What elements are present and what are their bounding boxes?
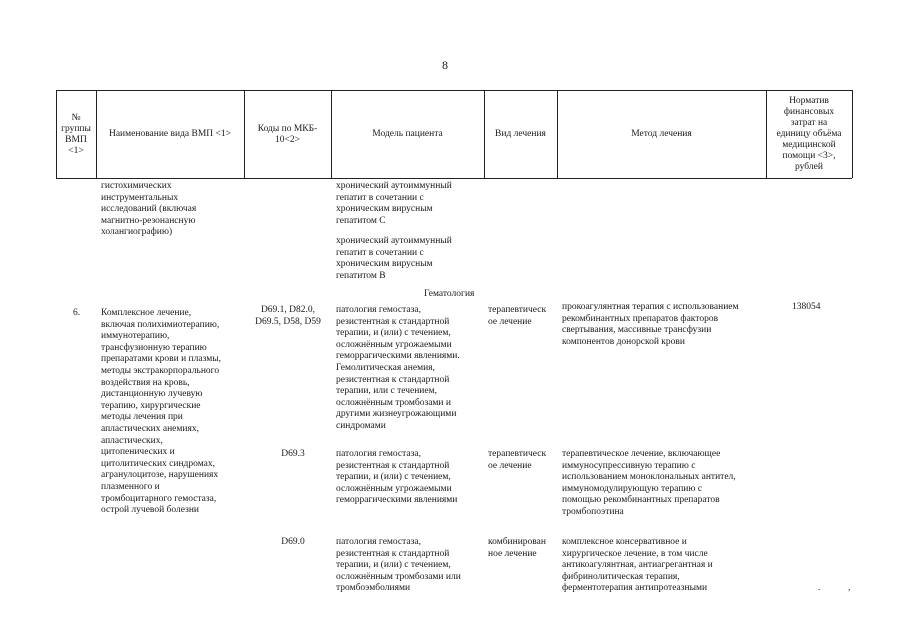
continuation-patient-model-1: хронический аутоиммунный гепатит в сочетании с хроническим вирусным гепатитом С [336, 181, 452, 226]
scan-speck-1: . [818, 582, 821, 592]
page-number: 8 [442, 58, 448, 72]
row-1-treatment-method: прокоагулянтная терапия с использованием рекомбинантных препаратов факторов свертывания, массивные трансфузии компонентов донорской крови [562, 302, 739, 347]
continuation-patient-model-2: хронический аутоиммунный гепатит в сочетании с хроническим вирусным гепатитом В [336, 236, 452, 281]
group-cost: 138054 [792, 302, 821, 312]
group-vmp-name: Комплексное лечение, включая полихимиотерапию, иммунотерапию, трансфузионную терапию препаратами крови и плазмы, методы экстракорпорального воздействия на кровь, дистанционную лучевую терапию, хирургические методы лечения при апластических анемиях, апластических, цитопенических и цитолитических синдромах, агранулоцитозе, нарушениях плазменного и тромбоцитарного гемостаза, острой лучевой болезни [101, 308, 221, 516]
row-3-treatment-type: комбинирован ное лечение [488, 537, 546, 559]
header-patient-model: Модель пациента [372, 129, 443, 139]
row-2-icd-codes: D69.3 [281, 449, 305, 459]
section-title: Гематология [424, 289, 475, 299]
scan-speck-2: , [848, 582, 851, 592]
header-bottom-border [56, 178, 852, 179]
row-3-icd-codes: D69.0 [281, 537, 305, 547]
row-2-treatment-type: терапевтическ ое лечение [488, 449, 547, 471]
row-1-patient-model: патология гемостаза, резистентная к стандартной терапии, и (или) с течением, осложнённым угрожаемыми геморрагическими явлениями. Гемолитическая анемия, резистентная к стандартной терапии, или с течением, осложнённым тромбозами и другими жизнеугрожающими синдромами [336, 305, 460, 431]
header-treatment-type: Вид лечения [495, 129, 546, 139]
header-treatment-method: Метод лечения [631, 129, 692, 139]
header-icd-codes: Коды по МКБ- 10<2> [257, 123, 318, 145]
header-vmp-name: Наименование вида ВМП <1> [108, 129, 232, 139]
header-group-number: № группы ВМП <1> [61, 112, 91, 156]
row-3-treatment-method: комплексное консервативное и хирургическое лечение, в том числе антикоагулянтная, антиагрегантная и фибринолитическая терапия, ферментотерапия антипротеазными [562, 537, 713, 594]
row-3-patient-model: патология гемостаза, резистентная к стандартной терапии, и (или) с течением, осложнённым тромбозами или тромбоэмболиями [336, 537, 461, 594]
row-1-treatment-type: терапевтическ ое лечение [488, 305, 547, 327]
row-2-treatment-method: терапевтическое лечение, включающее иммуносупрессивную терапию с использованием моноклональных антител, иммуномодулирующую терапию с помощью рекомбинантных препаратов тромбопоэтина [562, 449, 736, 517]
row-2-patient-model: патология гемостаза, резистентная к стандартной терапии, и (или) с течением, осложнённым угрожаемыми геморрагическими явлениями [336, 449, 458, 506]
group-number: 6. [73, 308, 81, 318]
header-cost-standard: Норматив финансовых затрат на единицу объёма медицинской помощи <3>, рублей [776, 96, 842, 172]
header-divider-8 [852, 90, 853, 178]
row-1-icd-codes: D69.1, D82.0, D69.5, D58, D59 [255, 305, 321, 327]
continuation-vmp-name: гистохимических инструментальных исследований (включая магнитно-резонансную холангиографию) [101, 181, 197, 238]
